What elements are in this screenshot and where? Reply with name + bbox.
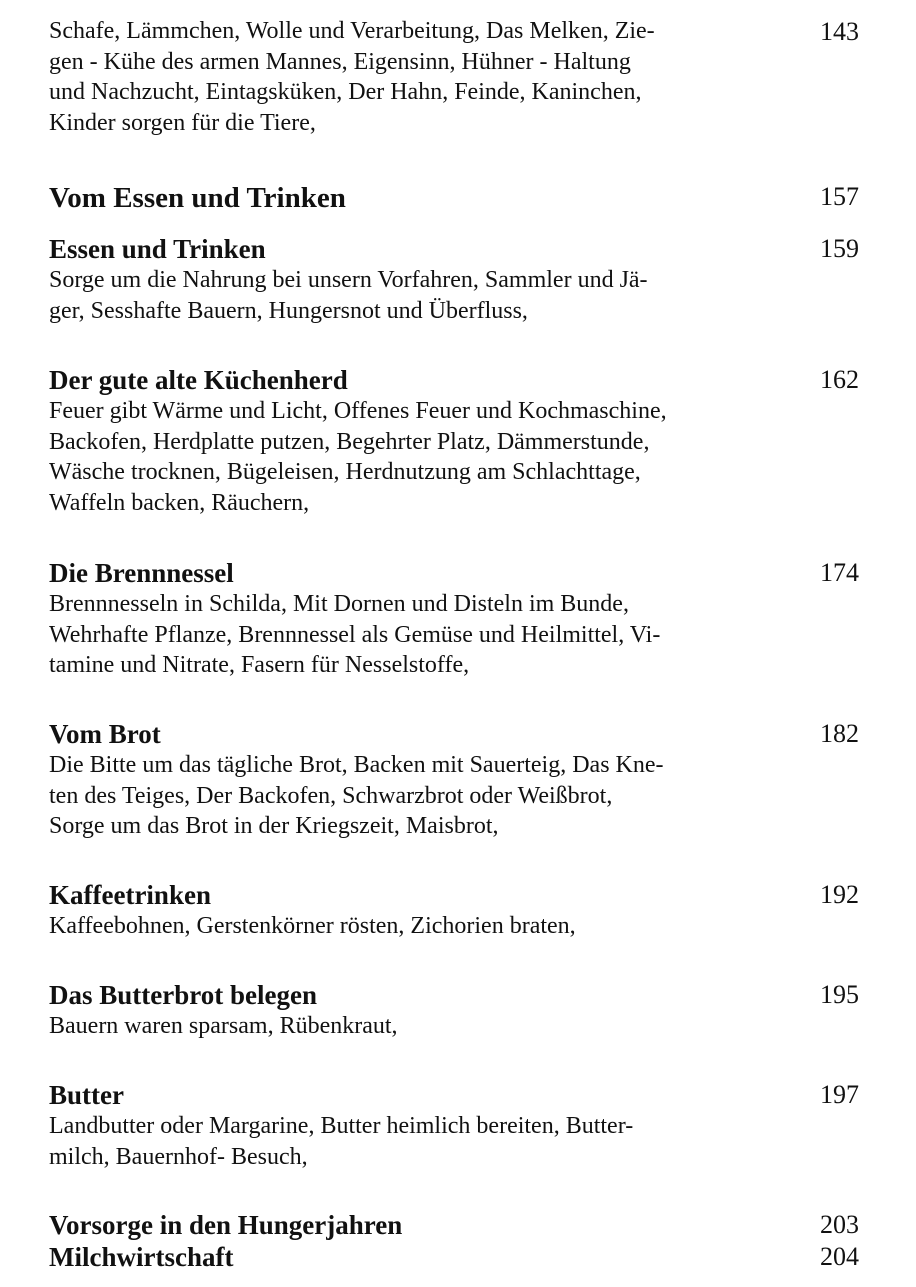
toc-entry-row — [49, 1079, 859, 1111]
entry-description: Die Bitte um das tägliche Brot, Backen mit Sauerteig, Das Kne- ten des Teiges, Der Backofen, Schwarzbrot oder Weißbrot, Sorge um das Brot in der Kriegszeit, Maisbrot, — [49, 752, 664, 839]
toc-chapter-heading — [49, 181, 859, 215]
entry-description: Landbutter oder Margarine, Butter heimlich bereiten, Butter- milch, Bauernhof- Besuch, — [49, 1113, 634, 1170]
page-number: 197 — [820, 1080, 859, 1109]
page-number: 204 — [820, 1242, 859, 1271]
entry-title: Kaffeetrinken — [49, 880, 211, 910]
entry-title: Butter — [49, 1080, 124, 1110]
entry-description: Sorge um die Nahrung bei unsern Vorfahren, Sammler und Jä- ger, Sesshafte Bauern, Hungersnot und Überfluss, — [49, 267, 648, 324]
toc-entry — [49, 557, 859, 681]
page-number: 162 — [820, 365, 859, 394]
page-number: 203 — [820, 1210, 859, 1239]
toc-entry-row — [49, 364, 859, 396]
toc-entry — [49, 1209, 859, 1241]
toc-entry — [49, 233, 859, 326]
entry-title: Milchwirtschaft — [49, 1242, 234, 1272]
toc-entry — [49, 364, 859, 518]
entry-description: Brennnesseln in Schilda, Mit Dornen und Disteln im Bunde, Wehrhafte Pflanze, Brennnessel als Gemüse und Heilmittel, Vi- tamine und Nitrate, Fasern für Nesselstoffe, — [49, 591, 661, 678]
page-number: 143 — [820, 17, 859, 46]
entry-description: Schafe, Lämmchen, Wolle und Verarbeitung, Das Melken, Zie- gen - Kühe des armen Mannes, Eigensinn, Hühner - Haltung und Nachzucht, Eintagsküken, Der Hahn, Feinde, Kaninchen, Kinder sorgen für die Tiere, — [49, 18, 655, 136]
page-number: 195 — [820, 980, 859, 1009]
entry-title: Essen und Trinken — [49, 234, 266, 264]
toc-entry-row — [49, 557, 859, 589]
toc-entry — [49, 718, 859, 842]
toc-entry-row — [49, 233, 859, 265]
entry-description: Kaffeebohnen, Gerstenkörner rösten, Zichorien braten, — [49, 913, 576, 939]
toc-entry-row — [49, 718, 859, 750]
toc-entry-row — [49, 181, 859, 215]
entry-title: Die Brennnessel — [49, 558, 234, 588]
entry-title: Vom Brot — [49, 719, 161, 749]
chapter-title: Vom Essen und Trinken — [49, 182, 346, 214]
toc-entry-row — [49, 879, 859, 911]
toc-entry — [49, 1241, 859, 1273]
toc-entry — [49, 879, 859, 942]
entry-title: Das Butterbrot belegen — [49, 980, 317, 1010]
entry-description: Feuer gibt Wärme und Licht, Offenes Feuer und Kochmaschine, Backofen, Herdplatte putzen, Begehrter Platz, Dämmerstunde, Wäsche trocknen, Bügeleisen, Herdnutzung am Schlachttage, Waffeln backen, Räuchern, — [49, 398, 667, 516]
entry-title: Vorsorge in den Hungerjahren — [49, 1210, 403, 1240]
toc-entry — [49, 979, 859, 1042]
page-number: 182 — [820, 719, 859, 748]
toc-entry-row — [49, 16, 859, 138]
toc-entry-row — [49, 979, 859, 1011]
toc-entry-row — [49, 1241, 859, 1273]
toc-entry — [49, 1079, 859, 1172]
toc-entry-row — [49, 1209, 859, 1241]
toc-entry-continuation — [49, 16, 859, 138]
page-number: 174 — [820, 558, 859, 587]
entry-description: Bauern waren sparsam, Rübenkraut, — [49, 1013, 398, 1039]
page-number: 192 — [820, 880, 859, 909]
page-number: 157 — [820, 182, 859, 211]
entry-title: Der gute alte Küchenherd — [49, 365, 348, 395]
page-number: 159 — [820, 234, 859, 263]
